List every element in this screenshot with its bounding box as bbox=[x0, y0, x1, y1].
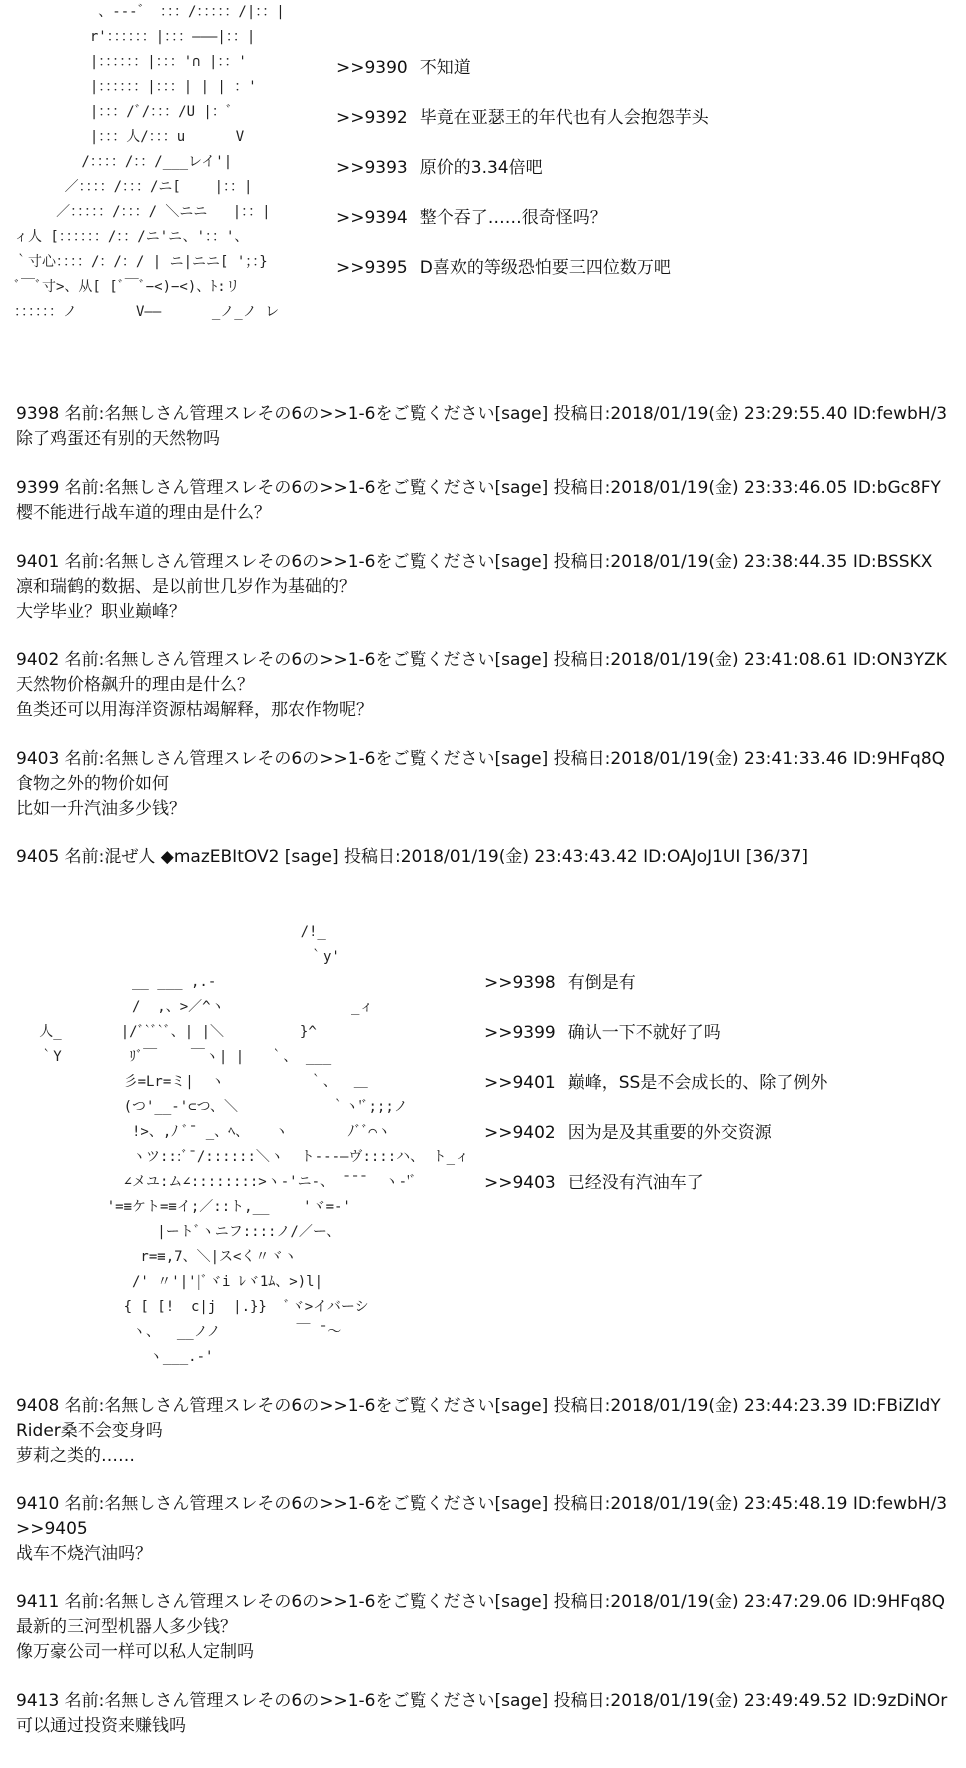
reply-item bbox=[336, 255, 709, 305]
post-body-line: 比如一升汽油多少钱？ bbox=[16, 799, 186, 819]
reply-text: 不知道 bbox=[419, 58, 471, 78]
post-body-line: 除了鸡蛋还有别的天然物吗 bbox=[16, 429, 220, 449]
reply-item bbox=[484, 970, 827, 1020]
ascii-art-2: /!_ ｀y' __ ___ ,.- / ,、>／^ヽ _ィ 人_ |/ﾞ`ﾞ`ﾞ、| |＼ }^ ｀Y ﾘﾞ￣ ￣ヽ| | ｀、 ___ 彡=Lr=ミ| ヽ ｀、 ＿ (つ'__-'⊂つ、＼ ｀ヽ'ﾞ;;;ノ !>、,ﾉ ﾞ¯ _、ﾍ、 ヽ ﾉﾞﾞ⌒ヽ ヽツ:::ﾞ¯/::::::＼ヽ ト--‐―ヴ::::ハ、 ト_ィ ∠メユ:ム∠::::::::>ヽ-'ニ-、 ¯¯¯ ヽ-'ﾞ '=≡ケト=≡イ;／::ト,__ 'ヾ=‐' |ートﾞヽニフ::::ノ/／ー、 r=≡,7、＼|ス<く〃ヾヽ /' 〃'|'|ﾞヾi ﾚヾ1ﾑ、>)l| { [ [! c|j |.}} ﾞヾ>イバーシ ヽ、 __ノノ ￣ ¯～ ヽ___.-' bbox=[14, 924, 470, 1365]
reply-anchor[interactable]: >>9394 bbox=[336, 208, 408, 228]
post-9405 bbox=[16, 845, 966, 870]
post-header: 9398 名前:名無しさん管理スレその6の>>1-6をご覧ください[sage] 投稿日:2018/01/19(金) 23:29:55.40 ID:fewbH/3 bbox=[16, 404, 948, 424]
post-body-line: 萝莉之类的…… bbox=[16, 1446, 135, 1466]
post-9398 bbox=[16, 402, 966, 452]
post-header: 9413 名前:名無しさん管理スレその6の>>1-6をご覧ください[sage] 投稿日:2018/01/19(金) 23:49:49.52 ID:9zDiNOr bbox=[16, 1691, 948, 1711]
post-header: 9403 名前:名無しさん管理スレその6の>>1-6をご覧ください[sage] 投稿日:2018/01/19(金) 23:41:33.46 ID:9HFq8Q bbox=[16, 749, 946, 769]
reply-anchor[interactable]: >>9402 bbox=[484, 1123, 556, 1143]
reply-anchor[interactable]: >>9403 bbox=[484, 1173, 556, 1193]
reply-anchor[interactable]: >>9399 bbox=[484, 1023, 556, 1043]
post-9410 bbox=[16, 1492, 966, 1567]
reply-list-2 bbox=[484, 970, 827, 1220]
reply-text: D喜欢的等级恐怕要三四位数万吧 bbox=[419, 258, 671, 278]
reply-text: 有倒是有 bbox=[567, 973, 636, 993]
reply-anchor[interactable]: >>9401 bbox=[484, 1073, 556, 1093]
reply-item bbox=[484, 1170, 827, 1220]
post-header: 9399 名前:名無しさん管理スレその6の>>1-6をご覧ください[sage] 投稿日:2018/01/19(金) 23:33:46.05 ID:bGc8FY bbox=[16, 478, 941, 498]
reply-item bbox=[336, 155, 709, 205]
reply-text: 整个吞了……很奇怪吗？ bbox=[419, 208, 607, 228]
post-9401 bbox=[16, 550, 966, 625]
post-body-line: 像万豪公司一样可以私人定制吗 bbox=[16, 1642, 254, 1662]
post-9399 bbox=[16, 476, 966, 526]
reply-item bbox=[484, 1020, 827, 1070]
post-9402 bbox=[16, 648, 966, 723]
post-header: 9410 名前:名無しさん管理スレその6の>>1-6をご覧ください[sage] 投稿日:2018/01/19(金) 23:45:48.19 ID:fewbH/3 bbox=[16, 1494, 948, 1514]
post-header: 9408 名前:名無しさん管理スレその6の>>1-6をご覧ください[sage] 投稿日:2018/01/19(金) 23:44:23.39 ID:FBiZIdY bbox=[16, 1396, 941, 1416]
reply-anchor[interactable]: >>9395 bbox=[336, 258, 408, 278]
post-header: 9401 名前:名無しさん管理スレその6の>>1-6をご覧ください[sage] 投稿日:2018/01/19(金) 23:38:44.35 ID:BSSKX bbox=[16, 552, 933, 572]
post-body-line: 鱼类还可以用海洋资源枯竭解释，那农作物呢？ bbox=[16, 700, 373, 720]
reply-text: 已经没有汽油车了 bbox=[567, 1173, 704, 1193]
post-body-line: 食物之外的物价如何 bbox=[16, 774, 169, 794]
post-body-line: 最新的三河型机器人多少钱？ bbox=[16, 1617, 237, 1637]
reply-anchor[interactable]: >>9390 bbox=[336, 58, 408, 78]
post-body-line: 天然物价格飙升的理由是什么？ bbox=[16, 675, 254, 695]
reply-anchor[interactable]: >>9398 bbox=[484, 973, 556, 993]
post-body-line: 战车不烧汽油吗？ bbox=[16, 1544, 152, 1564]
post-body-line: 凛和瑞鹤的数据、是以前世几岁作为基础的？ bbox=[16, 577, 356, 597]
reply-anchor[interactable]: >>9392 bbox=[336, 108, 408, 128]
post-body-line: 大学毕业？职业巅峰？ bbox=[16, 602, 186, 622]
post-9413 bbox=[16, 1689, 966, 1739]
reply-item bbox=[336, 55, 709, 105]
post-9411 bbox=[16, 1590, 966, 1665]
post-header: 9405 名前:混ぜ人 ◆mazEBItOV2 [sage] 投稿日:2018/01/19(金) 23:43:43.42 ID:OAJoJ1UI [36/37] bbox=[16, 847, 809, 867]
reply-item bbox=[484, 1070, 827, 1120]
reply-item bbox=[484, 1120, 827, 1170]
reply-item bbox=[336, 205, 709, 255]
reply-text: 因为是及其重要的外交资源 bbox=[567, 1123, 772, 1143]
post-header: 9402 名前:名無しさん管理スレその6の>>1-6をご覧ください[sage] 投稿日:2018/01/19(金) 23:41:08.61 ID:ON3YZK bbox=[16, 650, 947, 670]
post-body-line[interactable]: >>9405 bbox=[16, 1519, 88, 1539]
post-9408 bbox=[16, 1394, 966, 1469]
reply-list-1 bbox=[336, 55, 709, 305]
post-body-line: 可以通过投资来赚钱吗 bbox=[16, 1716, 186, 1736]
post-header: 9411 名前:名無しさん管理スレその6の>>1-6をご覧ください[sage] 投稿日:2018/01/19(金) 23:47:29.06 ID:9HFq8Q bbox=[16, 1592, 946, 1612]
reply-text: 确认一下不就好了吗 bbox=[567, 1023, 721, 1043]
reply-anchor[interactable]: >>9393 bbox=[336, 158, 408, 178]
ascii-art-1: 、--‐゛ ：：：/：：：：：/|：：| r'：：：：：：|：：：―――|：：| |：：：：：：|：：：'∩ |：：' |：：：：：：|：：：| | | ：' |：：：/ﾞ/：：：/U |：ﾞ |：：：人/：：：u V /：：：：/：：/___レイ'| ／：：：：/：：：/ニ[ |：：| ／：：：：：/：：：/ ＼ニニ |：：| ィ人 [：：：：：：/：：/ニ'ニ、'：：'、 ｀寸心：：：：/：/：/ | ニ|ニニ[ '；：} ﾞ￣ﾞ寸>、从[ [ﾞ￣ﾞ−<)−<)、ﾄ:リ ：：：：：：ノ V―― _ノ_ノ レ bbox=[14, 4, 285, 320]
reply-text: 毕竟在亚瑟王的年代也有人会抱怨芋头 bbox=[419, 108, 709, 128]
post-body-line: 樱不能进行战车道的理由是什么？ bbox=[16, 503, 271, 523]
post-9403 bbox=[16, 747, 966, 822]
reply-text: 巅峰，SS是不会成长的、除了例外 bbox=[567, 1073, 828, 1093]
post-body-line: Rider桑不会变身吗 bbox=[16, 1421, 163, 1441]
reply-item bbox=[336, 105, 709, 155]
reply-text: 原价的3.34倍吧 bbox=[419, 158, 543, 178]
